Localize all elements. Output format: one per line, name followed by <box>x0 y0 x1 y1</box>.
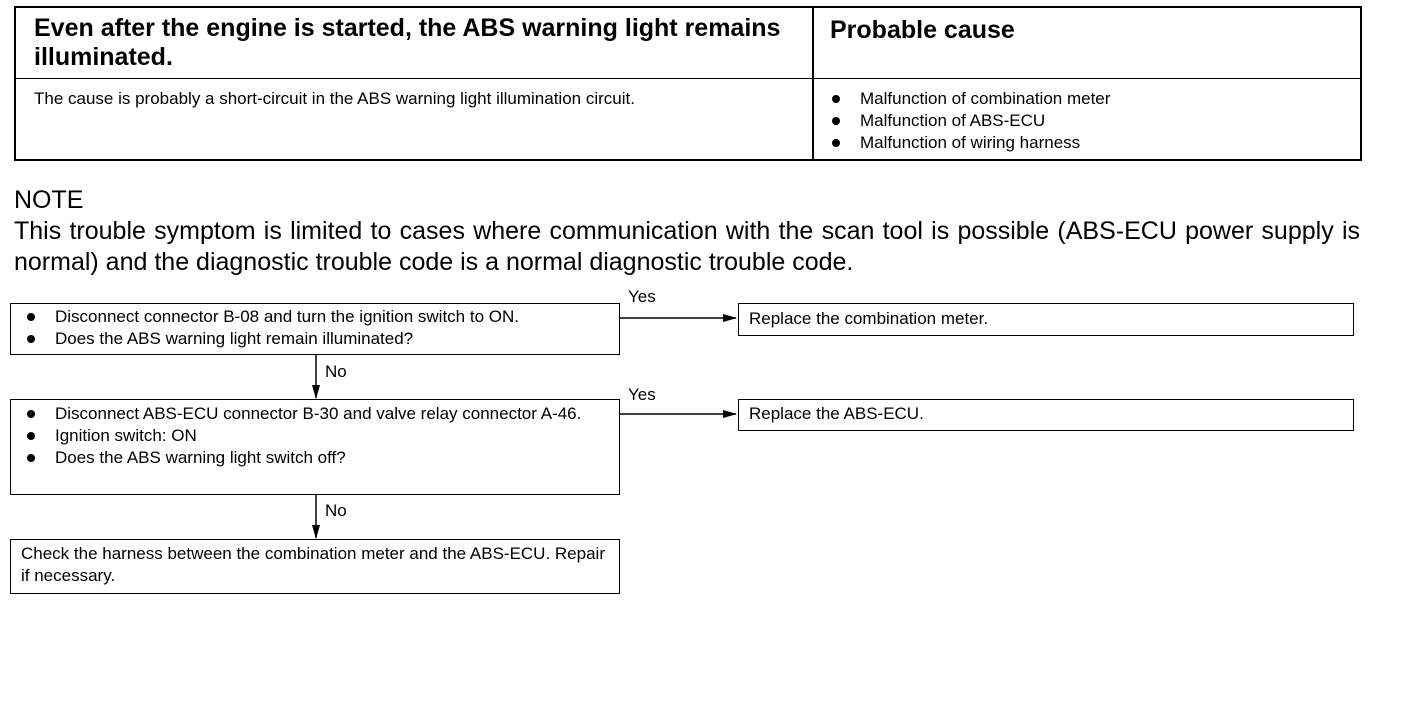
bullet-icon <box>27 454 35 462</box>
step1-yes-action: Replace the combination meter. <box>738 303 1354 336</box>
step2-yes-action: Replace the ABS-ECU. <box>738 399 1354 431</box>
bullet-icon <box>832 117 840 125</box>
cause-item: Malfunction of ABS-ECU <box>830 110 1110 132</box>
bullet-icon <box>832 95 840 103</box>
step2-no-label: No <box>325 501 347 520</box>
bullet-icon <box>27 335 35 343</box>
step2-item: Ignition switch: ON <box>11 425 619 447</box>
step1-yes-label: Yes <box>628 287 656 306</box>
cause-item: Malfunction of wiring harness <box>830 132 1110 154</box>
symptom-table <box>14 6 1362 161</box>
note-title: NOTE <box>14 186 84 214</box>
bullet-icon <box>27 313 35 321</box>
table-column-divider <box>812 8 814 159</box>
bullet-icon <box>27 432 35 440</box>
cause-list <box>830 88 1110 154</box>
step2-item: Does the ABS warning light switch off? <box>11 447 619 469</box>
step1-item: Disconnect connector B-08 and turn the ignition switch to ON. <box>11 306 619 328</box>
step1-no-label: No <box>325 362 347 381</box>
note-body: This trouble symptom is limited to cases where communication with the scan tool is possible (ABS-ECU power supply is normal) and the diagnostic trouble code is a normal diagnostic trouble code. <box>14 217 1360 276</box>
symptom-description: The cause is probably a short-circuit in the ABS warning light illumination circuit. <box>34 89 635 108</box>
bullet-icon <box>832 139 840 147</box>
cause-item: Malfunction of combination meter <box>830 88 1110 110</box>
step2-yes-label: Yes <box>628 385 656 404</box>
bullet-icon <box>27 410 35 418</box>
step1-item: Does the ABS warning light remain illuminated? <box>11 328 619 350</box>
final-action-box: Check the harness between the combination meter and the ABS-ECU. Repair if necessary. <box>10 539 620 594</box>
probable-cause-heading: Probable cause <box>830 16 1015 44</box>
symptom-heading: Even after the engine is started, the ABS warning light remains illuminated. <box>34 14 781 71</box>
step2-item: Disconnect ABS-ECU connector B-30 and valve relay connector A-46. <box>11 403 619 425</box>
step1-box <box>10 303 620 355</box>
step2-box <box>10 399 620 495</box>
